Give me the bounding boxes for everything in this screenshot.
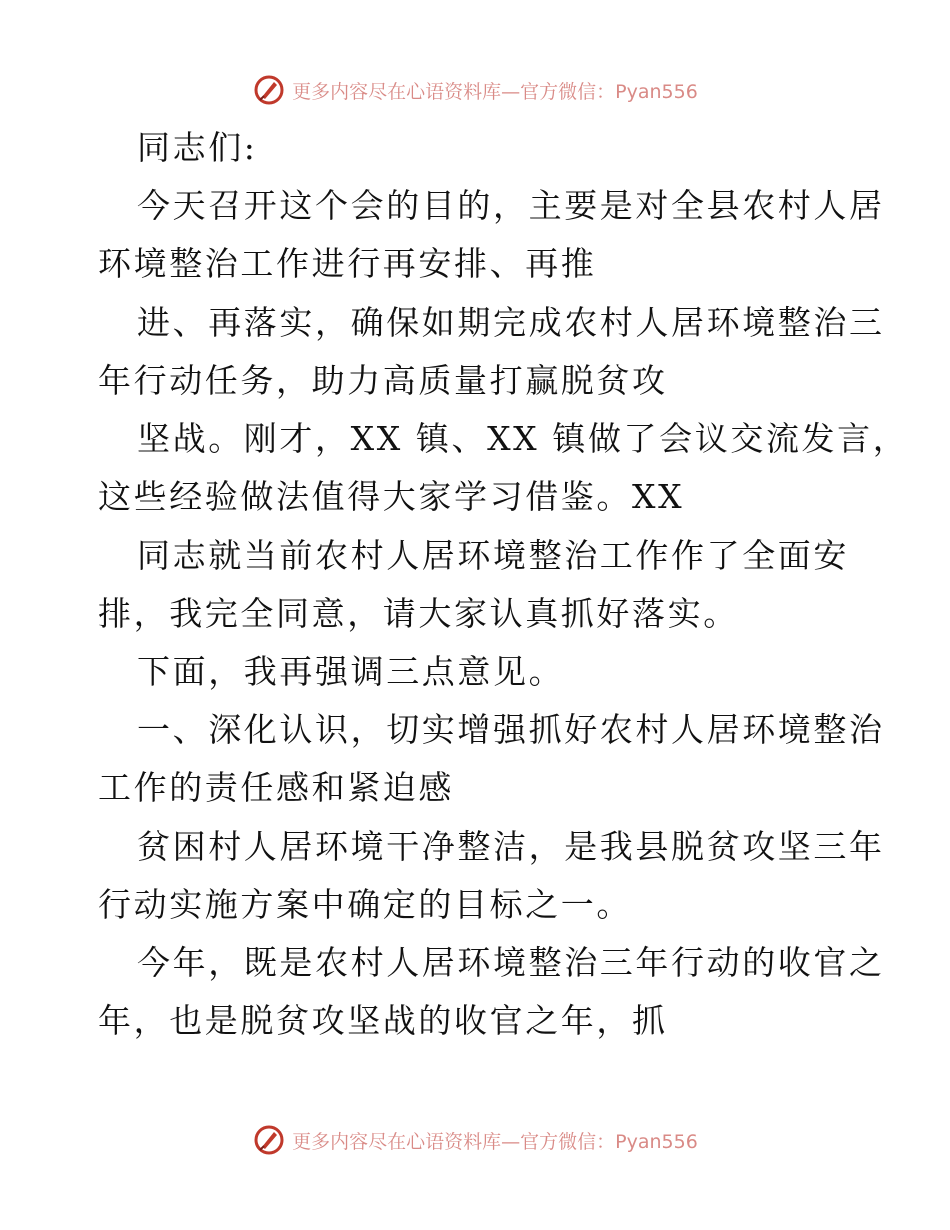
body-line: 这些经验做法值得大家学习借鉴。XX [98, 477, 685, 516]
watermark-text [292, 77, 698, 104]
section-heading-line: 工作的责任感和紧迫感 [98, 768, 454, 807]
watermark-wechat-id: Pyan556 [615, 80, 698, 103]
body-line: 今天召开这个会的目的，主要是对全县农村人居 [137, 186, 885, 225]
watermark-wechat-id: Pyan556 [615, 1130, 698, 1153]
body-line: 进、再落实，确保如期完成农村人居环境整治三 [137, 303, 885, 342]
body-line: 年，也是脱贫攻坚战的收官之年，抓 [98, 1001, 668, 1040]
body-line: 环境整治工作进行再安排、再推 [98, 244, 597, 283]
body-line: 同志们: [137, 128, 258, 167]
quill-logo-icon [252, 73, 286, 107]
body-line: 贫困村人居环境干净整洁，是我县脱贫攻坚三年 [137, 827, 885, 866]
quill-logo-icon [252, 1123, 286, 1157]
footer-watermark [0, 1120, 950, 1160]
watermark-label: 更多内容尽在心语资料库—官方微信： [292, 80, 616, 103]
body-line: 同志就当前农村人居环境整治工作作了全面安 [137, 536, 849, 575]
body-line: 排，我完全同意，请大家认真抓好落实。 [98, 594, 739, 633]
body-line: 年行动任务，助力高质量打赢脱贫攻 [98, 361, 668, 400]
watermark-label: 更多内容尽在心语资料库—官方微信： [292, 1130, 616, 1153]
header-watermark [0, 70, 950, 110]
body-line: 坚战。刚才，XX 镇、XX 镇做了会议交流发言， [137, 419, 909, 458]
body-line: 下面，我再强调三点意见。 [137, 652, 565, 691]
section-heading-line: 一、深化认识，切实增强抓好农村人居环境整治 [137, 710, 885, 749]
watermark-text [292, 1127, 698, 1154]
body-line: 今年，既是农村人居环境整治三年行动的收官之 [137, 943, 885, 982]
body-line: 行动实施方案中确定的目标之一。 [98, 885, 632, 924]
